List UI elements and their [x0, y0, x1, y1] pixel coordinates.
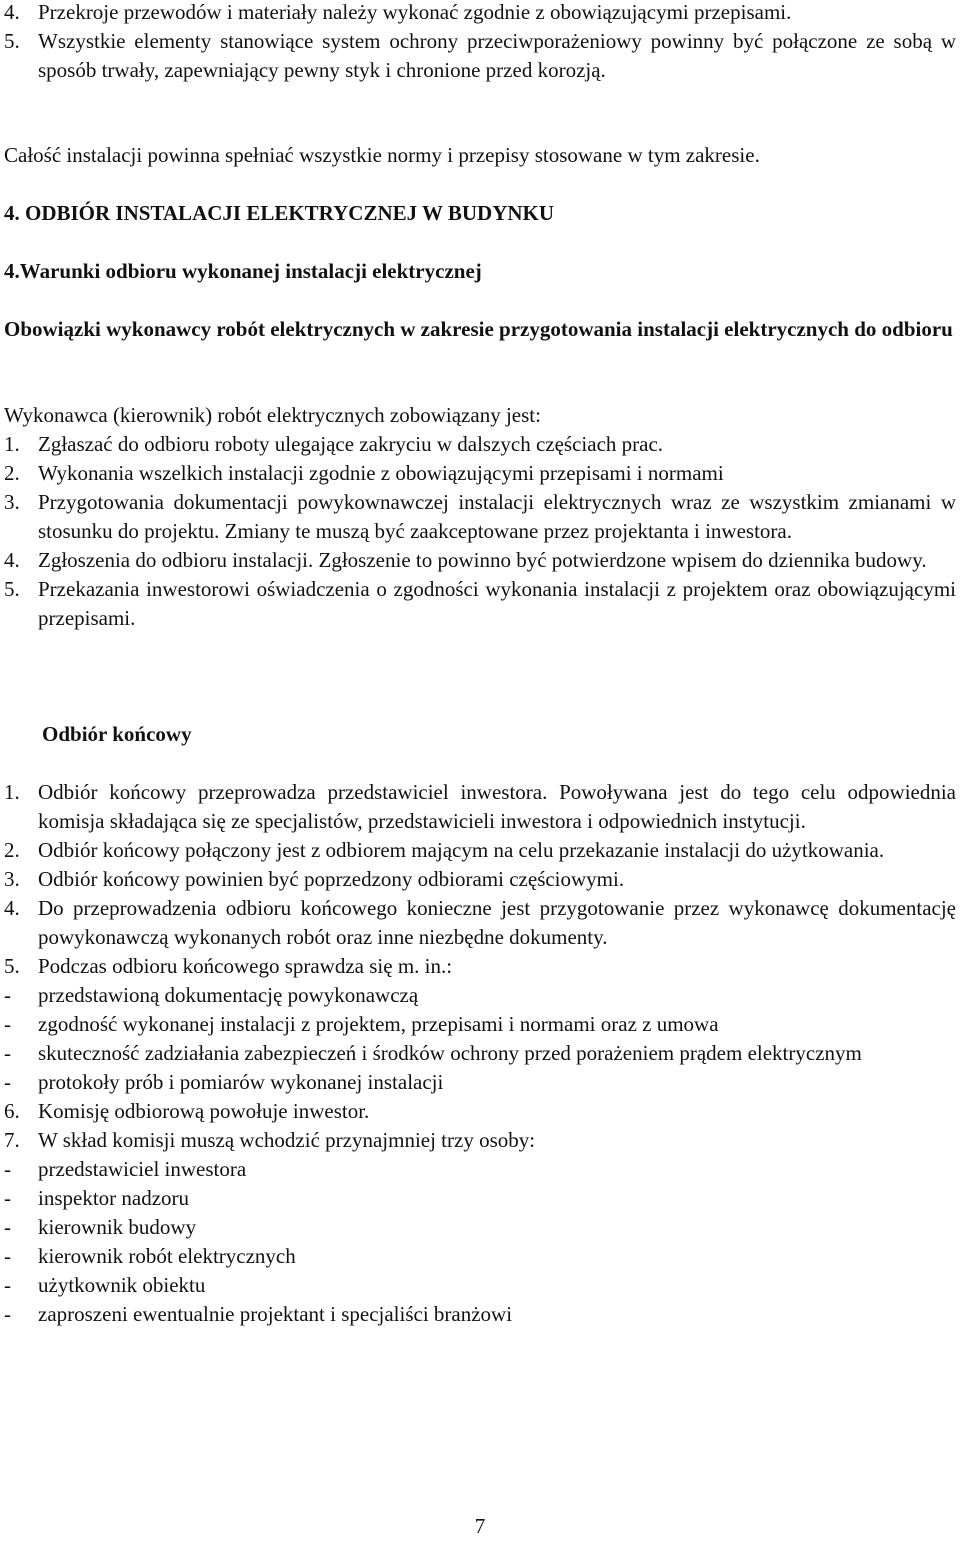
list-text: Odbiór końcowy połączony jest z odbiorem mającym na celu przekazanie instalacji do użytkowania.	[38, 838, 885, 862]
duties-list	[0, 430, 956, 633]
list-text: Komisję odbiorową powołuje inwestor.	[38, 1099, 370, 1123]
list-number: 3.	[4, 490, 20, 514]
list-bullet: -	[4, 983, 11, 1007]
list-item	[0, 1097, 956, 1126]
list-bullet: -	[4, 1273, 11, 1297]
list-number: 1.	[4, 432, 20, 456]
list-text: protokoły prób i pomiarów wykonanej instalacji	[38, 1070, 444, 1094]
list-item	[0, 778, 956, 836]
list-item	[0, 1184, 956, 1213]
list-text: Wszystkie elementy stanowiące system ochrony przeciwporażeniowy powinny być połączone ze sobą w sposób trwały, zapewniający pewny styk i chronione przed korozją.	[38, 29, 956, 82]
list-item	[0, 1010, 956, 1039]
list-bullet: -	[4, 1244, 11, 1268]
list-item	[0, 488, 956, 546]
list-text: kierownik robót elektrycznych	[38, 1244, 296, 1268]
list-text: Zgłaszać do odbioru roboty ulegające zakryciu w dalszych częściach prac.	[38, 432, 664, 456]
list-text: Odbiór końcowy powinien być poprzedzony odbiorami częściowymi.	[38, 867, 625, 891]
list-number: 4.	[4, 896, 20, 920]
list-bullet: -	[4, 1041, 11, 1065]
list-item	[0, 430, 956, 459]
list-item	[0, 894, 956, 952]
list-number: 1.	[4, 780, 20, 804]
list-text: Odbiór końcowy przeprowadza przedstawiciel inwestora. Powoływana jest do tego celu odpowiednia komisja składająca się ze specjalistów, przedstawicieli inwestora i odpowiednich instytucji.	[38, 780, 956, 833]
list-item	[0, 865, 956, 894]
list-number: 5.	[4, 954, 20, 978]
list-text: zgodność wykonanej instalacji z projektem, przepisami i normami oraz z umowa	[38, 1012, 719, 1036]
list-bullet: -	[4, 1157, 11, 1181]
list-item	[0, 1242, 956, 1271]
list-text: Podczas odbioru końcowego sprawdza się m. in.:	[38, 954, 453, 978]
list-text: kierownik budowy	[38, 1215, 197, 1239]
list-number: 2.	[4, 838, 20, 862]
list-number: 7.	[4, 1128, 20, 1152]
list-number: 3.	[4, 867, 20, 891]
list-item	[0, 1039, 956, 1068]
list-item	[0, 1155, 956, 1184]
list-text: Do przeprowadzenia odbioru końcowego konieczne jest przygotowanie przez wykonawcę dokumentację powykonawczą wykonanych robót oraz inne niezbędne dokumenty.	[38, 896, 956, 949]
list-bullet: -	[4, 1070, 11, 1094]
summary-paragraph: Całość instalacji powinna spełniać wszystkie normy i przepisy stosowane w tym zakresie.	[4, 143, 760, 167]
list-item	[0, 1126, 956, 1155]
list-text: skuteczność zadziałania zabezpieczeń i środków ochrony przed porażeniem prądem elektrycznym	[38, 1041, 862, 1065]
list-text: Wykonania wszelkich instalacji zgodnie z obowiązującymi przepisami i normami	[38, 461, 724, 485]
list-text: zaproszeni ewentualnie projektant i specjaliści branżowi	[38, 1302, 513, 1326]
list-bullet: -	[4, 1186, 11, 1210]
list-item	[0, 575, 956, 633]
list-item	[0, 1300, 956, 1329]
list-item	[0, 0, 956, 27]
list-item	[0, 981, 956, 1010]
list-item	[0, 459, 956, 488]
final-heading: Odbiór końcowy	[42, 722, 192, 746]
list-number: 4.	[4, 548, 20, 572]
duties-heading: Obowiązki wykonawcy robót elektrycznych w zakresie przygotowania instalacji elektrycznych do odbioru	[4, 317, 953, 341]
list-text: Przekazania inwestorowi oświadczenia o zgodności wykonania instalacji z projektem oraz obowiązującymi przepisami.	[38, 577, 956, 630]
final-list	[0, 778, 956, 1329]
list-number: 2.	[4, 461, 20, 485]
list-item	[0, 836, 956, 865]
list-text: Przygotowania dokumentacji powykownawczej instalacji elektrycznych wraz ze wszystkim zmianami w stosunku do projektu. Zmiany te muszą być zaakceptowane przez projektanta i inwestora.	[38, 490, 956, 543]
list-text: użytkownik obiektu	[38, 1273, 206, 1297]
list-text: inspektor nadzoru	[38, 1186, 190, 1210]
list-bullet: -	[4, 1302, 11, 1326]
list-item	[0, 952, 956, 981]
top-list	[0, 0, 956, 85]
list-item	[0, 546, 956, 575]
page-number: 7	[474, 1514, 486, 1538]
list-bullet: -	[4, 1012, 11, 1036]
list-item	[0, 27, 956, 85]
list-number: 5.	[4, 577, 20, 601]
subsection-heading: 4.Warunki odbioru wykonanej instalacji elektrycznej	[4, 259, 482, 283]
list-text: Zgłoszenia do odbioru instalacji. Zgłoszenie to powinno być potwierdzone wpisem do dziennika budowy.	[38, 548, 927, 572]
list-text: W skład komisji muszą wchodzić przynajmniej trzy osoby:	[38, 1128, 536, 1152]
duties-intro: Wykonawca (kierownik) robót elektrycznych zobowiązany jest:	[4, 403, 541, 427]
list-text: Przekroje przewodów i materiały należy wykonać zgodnie z obowiązującymi przepisami.	[38, 0, 792, 24]
list-item	[0, 1213, 956, 1242]
list-text: przedstawiciel inwestora	[38, 1157, 247, 1181]
list-item	[0, 1271, 956, 1300]
list-number: 5.	[4, 29, 20, 53]
list-text: przedstawioną dokumentację powykonawczą	[38, 983, 419, 1007]
list-number: 6.	[4, 1099, 20, 1123]
list-bullet: -	[4, 1215, 11, 1239]
list-number: 4.	[4, 0, 20, 24]
section-heading: 4. ODBIÓR INSTALACJI ELEKTRYCZNEJ W BUDYNKU	[4, 201, 555, 225]
list-item	[0, 1068, 956, 1097]
